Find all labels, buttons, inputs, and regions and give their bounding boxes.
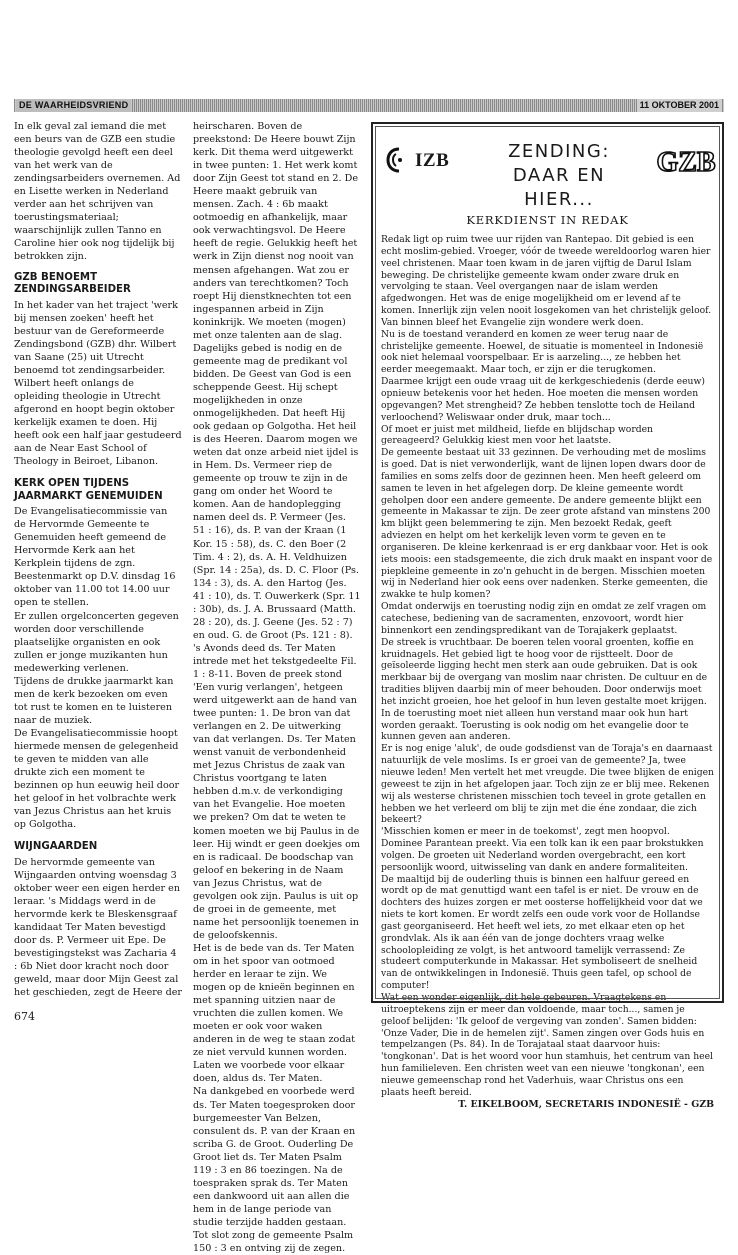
box-paragraph: De streek is vruchtbaar. De boeren telen vooral groenten, koffie en kruidnagels. Het gebied ligt te hoog voor de rijstteelt. Door de geïsoleerde ligging hecht men sterk aan oude gebruiken. Dat is ook merkbaar bij de overgang van moslim naar christen. De cultuur en de tradities blijven daarbij min of meer behouden. Door onderwijs moet het inzicht groeien, hoe het geloof in hun leven gestalte moet krijgen. In de toerusting moet niet alleen hun verstand maar ook hun hart worden geraakt. Toerusting is ook nodig om het evangelie door te kunnen geven aan anderen.: [381, 636, 708, 743]
paragraph-kerk-open-1: De Evangelisatiecommissie van de Hervormde Gemeente te Genemuiden heeft gemeend de Hervormde Kerk aan het Kerkplein tijdens de zgn. Beestenmarkt op D.V. dinsdag 16 oktober van 11.00 tot 14.00 uur open te stellen.: [14, 506, 176, 609]
paragraph-wijngaarden-4: Na dankgebed en voorbede werd ds. Ter Maten toegesproken door burgemeester Van Belzen, consulent ds. P. van der Kraan en scriba G. de Groot. Ouderling De Groot liet ds. Ter Maten Psalm 119 : 3 en 86 toezingen. Na de toespraken sprak ds. Ter Maten een dankwoord uit aan allen die hem in de lange periode van studie terzijde hadden gestaan. Tot slot zong de gemeente Psalm 150 : 3 en ontving zij de zegen.: [193, 1086, 356, 1255]
box-paragraph: Er is nog enige 'aluk', de oude godsdienst van de Toraja's en daarnaast natuurlijk de vele moslims. Is er groei van de gemeente? Ja, twee nieuwe leden! Men vertelt het met vreugde. Die twee blijken de enigen geweest te zijn in het afgelopen jaar. Toch zijn ze er blij mee. Rekenen wij als westerse christenen misschien toch teveel in grote getallen en hebben we het verleerd om blij te zijn met die éne zondaar, die zich bekeert?: [381, 743, 714, 826]
box-header: [379, 130, 716, 210]
box-paragraph: Omdat onderwijs en toerusting nodig zijn en omdat ze zelf vragen om catechese, bediening van de sacramenten, enzovoort, wordt hier binnenkort een zendingspredikant van de Torajakerk geplaatst.: [381, 601, 707, 636]
paragraph-wijngaarden-1-continued: heirscharen. Boven de preekstond: De Heere bouwt Zijn kerk. Dit thema werd uitgewerkt in twee punten: 1. Het werk komt door Zijn Geest tot stand en 2. De Heere maakt gebruik van mensen. Zach. 4 : 6b maakt ootmoedig en afhankelijk, maar ook verwachtingsvol. De Heere heeft de regie. Gelukkig heeft het werk in Zijn dienst nog nooit van mensen afgehangen. Wat zou er anders van terechtkomen? Toch roept Hij dienstknechten tot een ingespannen arbeid in Zijn koninkrijk. We moeten (mogen) met onze talenten aan de slag. Dagelijks gebed is nodig en de gemeente mag de predikant vol bidden. De Geest van God is een scheppende Geest. Hij schept mogelijkheden in onze onmogelijkheden. Dat heeft Hij ook gedaan op Golgotha. Het heil is des Heeren. Daarom mogen we weten dat onze arbeid niet ijdel is in Hem. Ds. Vermeer riep de gemeente op trouw te zijn in de gang om onder het Woord te komen. Aan de handoplegging namen deel ds. P. Vermeer (Jes. 51 : 16), ds. P. van der Kraan (1 Kor. 15 : 58), ds. C. den Boer (2 Tim. 4 : 2), ds. A. H. Veldhuizen (Spr. 14 : 25a), ds. D. C. Floor (Ps. 134 : 3), ds. A. den Hartog (Jes. 41 : 10), ds. T. Ouwerkerk (Spr. 11 : 30b), ds. J. A. Brussaard (Matth. 28 : 20), ds. J. Geene (Jes. 52 : 7) en oud. G. de Groot (Ps. 121 : 8).: [193, 121, 361, 641]
box-paragraph: De maaltijd bij de ouderling thuis is binnen een halfuur gereed en wordt op de mat genuttigd want een tafel is er niet. De vrouw en de dochters des huizes zorgen er met oosterse hoffelijkheid voor dat we niets te kort komen. Er wordt zelfs een oude vork voor de Hollandse gast georganiseerd. Het heeft wel iets, zo met elkaar eten op het grondvlak. Als ik aan één van de jonge dochters vraag welke schoolopleiding ze volgt, is het antwoord tamelijk verrassend: Ze studeert computerkunde in Makassar. Het symboliseert de snelheid van de ontwikkelingen in Indonesië. Thuis geen tafel, op school de computer!: [381, 873, 703, 992]
box-paragraph: Of moet er juist met mildheid, liefde en blijdschap worden gereageerd? Gelukkig kiest men voor het laatste.: [381, 423, 653, 447]
box-paragraph: Wat een wonder eigenlijk, dit hele gebeuren. Vraagtekens en uitroeptekens zijn er meer dan voldoende, maar toch..., samen je geloof belijden: 'Ik geloof de vergeving van zonden'. Samen bidden: 'Onze Vader, Die in de hemelen zijt'. Samen zingen over Gods huis en tempelzangen (Ps. 84). In de Torajataal staat daarvoor huis: 'tongkonan'. Dat is het woord voor hun stamhuis, het centrum van heel hun familieleven. Een christen weet van een nieuwe 'tongkonan', een nieuwe gemeenschap rond het Vaderhuis, waar Christus ons een plaats heeft bereid.: [381, 992, 713, 1098]
box-paragraph: 'Misschien komen er meer in de toekomst', zegt men hoopvol.: [381, 826, 670, 838]
box-paragraph: Dominee Parantean preekt. Via een tolk kan ik een paar brokstukken volgen. De groeten uit Nederland worden overgebracht, een kort persoonlijk woord, uitwisseling van dank en andere formaliteiten.: [381, 838, 704, 873]
masthead-bar: [14, 99, 724, 112]
gzb-logo-icon: [656, 140, 716, 180]
paragraph-wijngaarden-3: Het is de bede van ds. Ter Maten om in het spoor van ootmoed herder en leraar te zijn. We mogen op de knieën beginnen en met spanning uitzien naar de vruchten die zullen komen. We moeten er ook voor waken anderen in de weg te staan zodat ze niet vervuld kunnen worden. Laten we voorbede voor elkaar doen, aldus ds. Ter Maten.: [193, 942, 356, 1085]
izb-logo: [385, 144, 453, 178]
zending-box: [371, 122, 724, 1110]
box-paragraph: De gemeente bestaat uit 33 gezinnen. De verhouding met de moslims is goed. Dat is niet verwonderlijk, want de lijnen lopen dwars door de families en soms zelfs door de gezinnen heen. Men heeft geleerd om samen te leven in het afgelegen dorp. De kleine gemeente wordt geholpen door een andere gemeente. De andere gemeente blijkt een gemeente in Makassar te zijn. De zeer grote afstand van minstens 200 km blijkt geen belemmering te zijn. Men bezoekt Redak, geeft adviezen en helpt om het kerkelijk leven vorm te geven en te organiseren. De kleine kerkenraad is er erg dankbaar voor. Het is ook iets moois: een stadsgemeente, die zich druk maakt en inspant voor de piepkleine gemeente in zo'n gehucht in de bergen. Misschien moeten wij in Nederland hier ook eens over nadenken. Sterke gemeenten, die zwakke te hulp komen?: [381, 447, 713, 601]
paragraph-wijngaarden-1: De hervormde gemeente van Wijngaarden ontving woensdag 3 oktober weer een eigen herder en leraar. 's Middags werd in de hervormde kerk te Bleskensgraaf kandidaat Ter Maten bevestigd door ds. P. Vermeer uit Epe. De bevestigingstekst was Zacharia 4 : 6b Niet door kracht noch door geweld, maar door Mijn Geest zal het geschieden, zegt de Heere der: [14, 856, 182, 999]
box-paragraph: Redak ligt op ruim twee uur rijden van Rantepao. Dit gebied is een echt moslim-gebied. Vroeger, vóór de tweede wereldoorlog waren hier veel christenen. Maar toen kwam in de jaren vijftig de Darul Islam beweging. De christelijke gemeente kwam onder zware druk en vervolging te staan. Veel overgangen naar de islam werden afgedwongen. Het was de enige mogelijkheid om er levend af te komen. Innerlijk zijn velen nooit losgekomen van het christelijk geloof. Van binnen bleef het Evangelie zijn wondere werk doen.: [381, 234, 712, 328]
column-middle: [193, 120, 361, 1255]
izb-swirl-icon: [385, 146, 413, 174]
box-paragraph: Daarmee krijgt een oude vraag uit de kerkgeschiedenis (derde eeuw) opnieuw betekenis voor het heden. Hoe moeten die mensen worden opgevangen? Met strengheid? Ze hebben tenslotte toch de Heiland verloochend? Weliswaar onder druk, maar toch...: [381, 376, 705, 423]
paragraph-kerk-open-3: Tijdens de drukke jaarmarkt kan men de kerk bezoeken om even tot rust te komen en te luisteren naar de muziek.: [14, 675, 174, 726]
paragraph-kerk-open-2: Er zullen orgelconcerten gegeven worden door verschillende plaatselijke organisten en ook zullen er jonge muzikanten hun medewerking verlenen.: [14, 610, 179, 674]
heading-wijngaarden: WIJNGAARDEN: [14, 841, 98, 853]
box-body: [381, 234, 714, 1110]
paragraph-gzb-benoemt: In het kader van het traject 'werk bij mensen zoeken' heeft het bestuur van de Gereformeerde Zendingsbond (GZB) dhr. Wilbert van Saane (25) uit Utrecht benoemd tot zendingsarbeider. Wilbert heeft onlangs de opleiding theologie in Utrecht afgerond en hoopt begin oktober kerkelijk examen te doen. Hij heeft ook een half jaar gestudeerd aan de Near East School of Theology in Beiroet, Libanon.: [14, 299, 182, 468]
box-title-line1: ZENDING:: [508, 141, 610, 162]
issue-date: 11 OKTOBER 2001: [637, 99, 722, 112]
author-signature: T. EIKELBOOM, SECRETARIS INDONESIË - GZB: [458, 1098, 714, 1110]
paragraph-kerk-open-4: De Evangelisatiecommissie hoopt hiermede mensen de gelegenheid te geven te midden van alle drukte zich een moment te bezinnen op hun eeuwig heil door het geloof in het volbrachte werk van Jezus Christus aan het kruis op Golgotha.: [14, 727, 180, 831]
box-title: [479, 140, 639, 212]
publication-name: DE WAARHEIDSVRIEND: [16, 99, 131, 112]
heading-gzb-benoemt: GZB BENOEMT ZENDINGSARBEIDER: [14, 271, 131, 296]
gzb-logo-text: GZB: [656, 147, 716, 178]
box-subtitle: KERKDIENST IN REDAK: [466, 213, 629, 227]
page-number: 674: [14, 1010, 35, 1023]
izb-logo-text: IZB: [415, 150, 450, 171]
paragraph-wijngaarden-2: 's Avonds deed ds. Ter Maten intrede met het tekstgedeelte Fil. 1 : 8-11. Boven de preek stond 'Een vurig verlangen', hetgeen werd uitgewerkt aan de hand van twee punten: 1. De bron van dat verlangen en 2. De uitwerking van dat verlangen. Ds. Ter Maten wenst vanuit de verbondenheid met Jezus Christus de zaak van Christus voortgang te laten hebben d.m.v. de verkondiging van het Evangelie. Hoe moeten we preken? Om dat te weten te komen moeten we bij Paulus in de leer. Hij windt er geen doekjes om en is radicaal. De boodschap van geloof en bekering in de Naam van Jezus Christus, wat de gevolgen ook zijn. Paulus is uit op de groei in de gemeente, met name het persoonlijk toenemen in de geloofskennis.: [193, 642, 360, 941]
column-left: [14, 120, 182, 999]
intro-paragraph: In elk geval zal iemand die met een beurs van de GZB een studie theologie gevolgd heeft een deel van het werk van de zendingsarbeiders overnemen. Ad en Lisette werken in Nederland verder aan het schrijven van toerustingsmateriaal; waarschijnlijk zullen Tanno en Caroline hier ook nog tijdelijk bij betrokken zijn.: [14, 121, 181, 263]
box-paragraph: Nu is de toestand veranderd en komen ze weer terug naar de christelijke gemeente. Hoewel, de situatie is momenteel in Indonesië ook niet helemaal voorspelbaar. Er is aarzeling..., ze hebben het eerder meegemaakt. Maar toch, er zijn er die terugkomen.: [381, 328, 704, 376]
box-title-line2: DAAR EN HIER...: [512, 165, 606, 210]
heading-kerk-open: KERK OPEN TIJDENS JAARMARKT GENEMUIDEN: [14, 478, 163, 502]
